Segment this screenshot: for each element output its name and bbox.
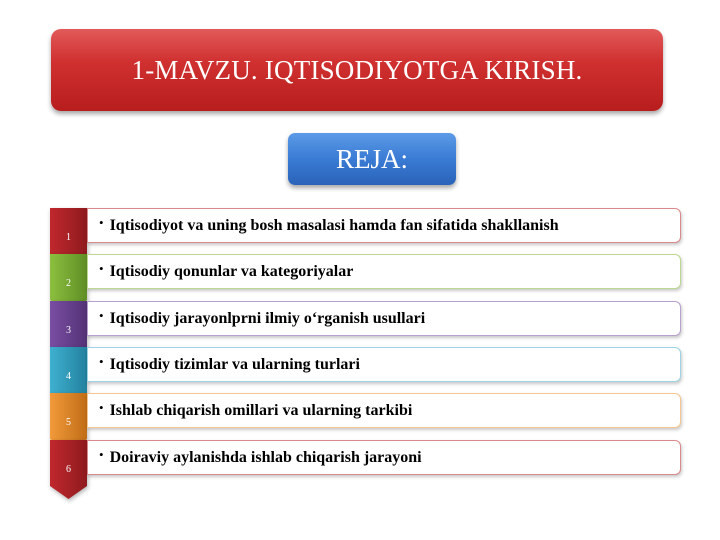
bullet-icon: •: [99, 307, 104, 323]
item-text: Doiraviy aylanishda ishlab chiqarish jarayoni: [109, 448, 422, 466]
item-text-box: [87, 301, 681, 336]
item-text: Iqtisodiy tizimlar va ularning turlari: [109, 355, 360, 373]
item-number: 5: [66, 417, 71, 428]
bullet-icon: •: [99, 399, 104, 415]
bullet-icon: •: [99, 214, 104, 230]
item-number: 6: [66, 464, 71, 475]
plan-heading: REJA:: [335, 143, 408, 174]
item-text: Iqtisodiy jarayonlprni ilmiy o‘rganish usullari: [109, 309, 426, 327]
slide-title: 1-MAVZU. IQTISODIYOTGA KIRISH.: [131, 54, 583, 85]
item-number: 2: [66, 278, 71, 289]
item-number: 3: [66, 325, 71, 336]
item-text-box: [87, 254, 681, 289]
item-text: Ishlab chiqarish omillari va ularning tarkibi: [109, 401, 413, 419]
item-text-box: [87, 347, 681, 382]
item-text-box: [87, 208, 681, 243]
item-text: Iqtisodiyot va uning bosh masalasi hamda fan sifatida shakllanish: [109, 216, 559, 234]
item-number: 4: [66, 371, 71, 382]
item-text-box: [87, 393, 681, 428]
item-text-box: [87, 440, 681, 475]
bullet-icon: •: [99, 353, 104, 369]
chevron-number-marker: [49, 440, 88, 500]
item-text: Iqtisodiy qonunlar va kategoriyalar: [109, 262, 354, 280]
list-item: [49, 440, 685, 500]
bullet-icon: •: [99, 446, 104, 462]
item-number: 1: [66, 232, 71, 243]
bullet-icon: •: [99, 260, 104, 276]
